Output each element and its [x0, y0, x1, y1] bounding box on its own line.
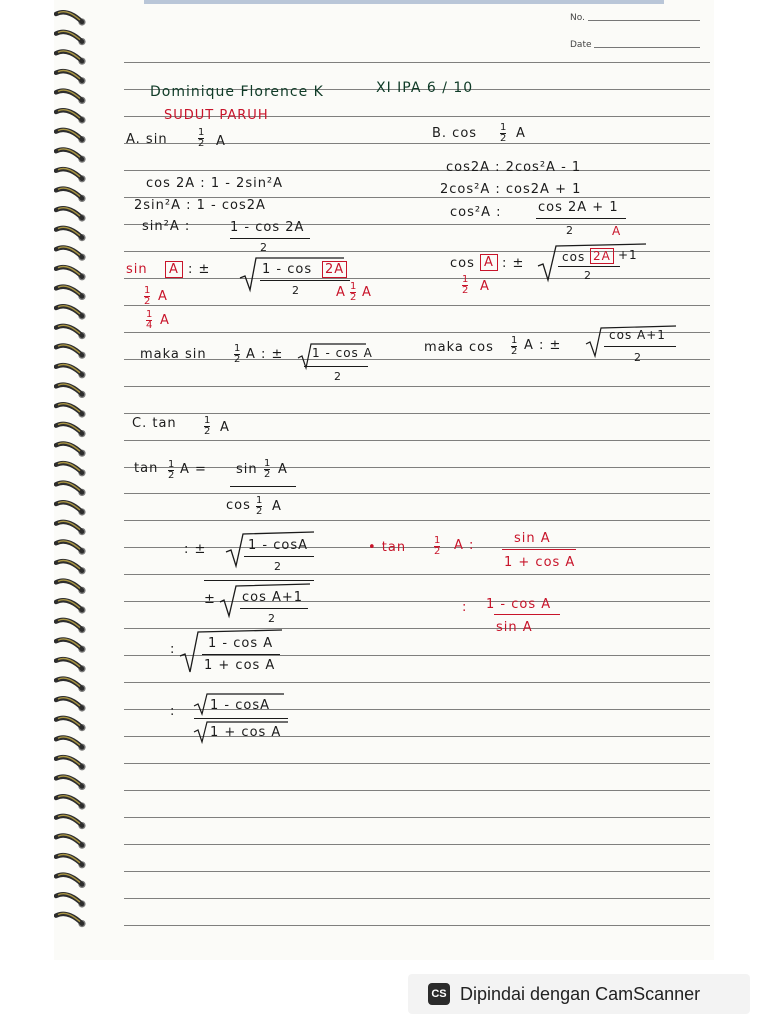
- spiral-coil: [56, 502, 86, 516]
- spiral-coil: [56, 854, 86, 868]
- section-b-red-half: 1 2: [462, 274, 469, 296]
- spiral-coil: [56, 12, 86, 26]
- section-a-maka-half: 1 2: [234, 343, 241, 365]
- section-c-step3-bar: [202, 654, 280, 655]
- section-c-tan-half: 1 2: [168, 459, 175, 481]
- ruled-line: [124, 520, 710, 521]
- section-a-red-quarter: 1 4: [146, 309, 153, 331]
- spiral-coil: [56, 208, 86, 222]
- section-c-step1-inner-bar: [244, 556, 314, 557]
- section-c-red1-denominator: 1 + cos A: [504, 555, 576, 570]
- section-b-red-half-var: A: [480, 279, 490, 294]
- section-c-cos-half: 1 2: [256, 495, 263, 517]
- section-b-var: A: [516, 126, 526, 141]
- ruled-line: [124, 170, 710, 171]
- spiral-coil: [56, 168, 86, 182]
- spiral-coil: [56, 345, 86, 359]
- section-c-red-eq: A :: [454, 538, 475, 553]
- section-b-maka-bar: [604, 346, 676, 347]
- ruled-line: [124, 925, 710, 926]
- section-b-maka-half: 1 2: [511, 335, 518, 357]
- section-b-boxed-2a: 2A: [590, 248, 614, 264]
- spiral-coil: [56, 560, 86, 574]
- camscanner-logo: CS: [428, 983, 450, 1005]
- spiral-coil: [56, 796, 86, 810]
- spiral-coil: [56, 756, 86, 770]
- spiral-coil: [56, 639, 86, 653]
- section-c-red2-colon: :: [462, 600, 468, 615]
- section-a-heading: A. sin: [126, 132, 168, 147]
- ruled-line: [124, 440, 710, 441]
- spiral-coil: [56, 247, 86, 261]
- section-b-maka-denominator: 2: [634, 351, 642, 364]
- section-a-line-3: sin²A :: [142, 219, 191, 234]
- section-b-root-numerator-left: cos: [562, 250, 586, 264]
- ruled-line: [124, 305, 710, 306]
- ruled-line: [124, 143, 710, 144]
- header-no-label: No.: [570, 13, 585, 23]
- spiral-coil: [56, 364, 86, 378]
- section-c-red2-numerator: 1 - cos A: [486, 597, 552, 612]
- section-c-cos-denominator: cos: [226, 498, 251, 513]
- topic-title: SUDUT PARUH: [164, 108, 269, 123]
- section-c-var: A: [220, 420, 230, 435]
- section-a-red-quarter-var: A: [160, 313, 170, 328]
- ruled-line: [124, 547, 710, 548]
- spiral-coil: [56, 129, 86, 143]
- section-a-sin2a-denominator: 2: [260, 241, 268, 254]
- spiral-coil: [56, 266, 86, 280]
- section-c-red2-bar: [494, 614, 560, 615]
- section-b-red-a: A: [612, 224, 622, 238]
- spiral-coil: [56, 913, 86, 927]
- section-b-line-1: cos2A : 2cos²A - 1: [446, 160, 582, 175]
- section-b-cos2a-denominator: 2: [566, 224, 574, 237]
- spiral-coil: [56, 737, 86, 751]
- section-a-line-2: 2sin²A : 1 - cos2A: [134, 198, 266, 213]
- section-c-sin-half: 1 2: [264, 458, 271, 480]
- section-b-maka-mid: A : ±: [524, 338, 562, 353]
- spiral-coil: [56, 110, 86, 124]
- section-a-sin2a-bar: [230, 238, 310, 239]
- student-class: XI IPA 6 / 10: [376, 80, 474, 96]
- ruled-line: [124, 844, 710, 845]
- ruled-line: [124, 493, 710, 494]
- spiral-coil: [56, 384, 86, 398]
- spiral-coil: [56, 90, 86, 104]
- section-c-step4-denominator: 1 + cos A: [210, 725, 282, 740]
- section-a-maka-bar: [304, 366, 368, 367]
- ruled-line: [124, 467, 710, 468]
- ruled-line: [124, 871, 710, 872]
- section-a-half: 1 2: [198, 127, 205, 149]
- section-b-maka-numerator: cos A+1: [609, 328, 666, 342]
- section-a-maka-denominator: 2: [334, 370, 342, 383]
- ruled-line: [124, 62, 710, 63]
- spiral-coil: [56, 325, 86, 339]
- spiral-coil: [56, 541, 86, 555]
- section-a-sin-label: sin: [126, 262, 148, 277]
- header-date-label: Date: [570, 40, 592, 50]
- section-c-red2-denominator: sin A: [496, 620, 533, 635]
- section-b-cos2a-bar: [536, 218, 626, 219]
- section-a-root-denominator: 2: [292, 284, 300, 297]
- section-a-sin2a-numerator: 1 - cos 2A: [230, 220, 305, 235]
- ruled-line: [124, 763, 710, 764]
- section-a-root-bar: [260, 280, 350, 281]
- section-c-step4-numerator: 1 - cosA: [210, 698, 270, 713]
- section-b-half: 1 2: [500, 122, 507, 144]
- section-a-maka-mid: A : ±: [246, 347, 284, 362]
- spiral-binding: [54, 0, 164, 960]
- section-c-step4-colon: :: [170, 704, 176, 719]
- section-b-root-numerator-right: +1: [618, 248, 638, 262]
- spiral-coil: [56, 600, 86, 614]
- section-b-colon-pm: : ±: [502, 256, 525, 271]
- section-c-heading: C. tan: [132, 416, 177, 431]
- camscanner-watermark: [408, 974, 750, 1014]
- section-c-cos-var: A: [272, 499, 282, 514]
- spiral-coil: [56, 462, 86, 476]
- section-c-red1-numerator: sin A: [514, 531, 551, 546]
- section-a-line-1: cos 2A : 1 - 2sin²A: [146, 176, 284, 191]
- section-b-line-3: cos²A :: [450, 205, 502, 220]
- spiral-coil: [56, 149, 86, 163]
- notebook-page: [54, 0, 714, 960]
- section-a-colon-pm: : ±: [188, 262, 211, 277]
- section-c-step1-denominator: 2: [274, 560, 282, 573]
- page-top-edge: [144, 0, 664, 4]
- section-b-root-bar: [558, 266, 620, 267]
- ruled-line: [124, 898, 710, 899]
- section-c-step2-numerator: cos A+1: [242, 590, 304, 605]
- spiral-coil: [56, 404, 86, 418]
- spiral-coil: [56, 227, 86, 241]
- ruled-line: [124, 817, 710, 818]
- section-a-root-numerator: 1 - cos: [262, 262, 313, 277]
- spiral-coil: [56, 580, 86, 594]
- section-c-step3-denominator: 1 + cos A: [204, 658, 276, 673]
- section-a-note-half: 1 2: [350, 281, 357, 303]
- section-b-root-denominator: 2: [584, 269, 592, 282]
- ruled-line: [124, 386, 710, 387]
- section-b-cos-label: cos: [450, 256, 475, 271]
- header-date-line: [594, 47, 700, 48]
- section-a-maka-numerator: 1 - cos A: [312, 346, 373, 360]
- student-name: Dominique Florence K: [150, 84, 324, 100]
- header-no-line: [588, 20, 700, 21]
- section-c-tan-label: tan: [134, 461, 159, 476]
- section-a-note-var: A: [362, 285, 372, 300]
- spiral-coil: [56, 835, 86, 849]
- section-c-step1-numerator: 1 - cosA: [248, 538, 308, 553]
- spiral-coil: [56, 51, 86, 65]
- section-c-red1-bar: [502, 549, 576, 550]
- spiral-coil: [56, 70, 86, 84]
- spiral-coil: [56, 306, 86, 320]
- spiral-coil: [56, 658, 86, 672]
- section-a-var: A: [216, 134, 226, 149]
- spiral-coil: [56, 894, 86, 908]
- section-a-maka: maka sin: [140, 347, 207, 362]
- section-a-red-half-var: A: [158, 289, 168, 304]
- section-c-step1-pm: : ±: [184, 542, 207, 557]
- spiral-coil: [56, 874, 86, 888]
- ruled-line: [124, 224, 710, 225]
- section-b-maka: maka cos: [424, 340, 494, 355]
- section-c-step1-main-bar: [204, 580, 314, 581]
- spiral-coil: [56, 482, 86, 496]
- section-b-cos2a-numerator: cos 2A + 1: [538, 200, 619, 215]
- ruled-line: [124, 413, 710, 414]
- spiral-coil: [56, 286, 86, 300]
- section-c-step2-pm: ±: [204, 592, 216, 607]
- spiral-coil: [56, 443, 86, 457]
- section-c-tan-bar: [230, 486, 296, 487]
- section-c-sin-var: A: [278, 462, 288, 477]
- spiral-coil: [56, 619, 86, 633]
- camscanner-text: Dipindai dengan CamScanner: [460, 983, 701, 1004]
- spiral-coil: [56, 717, 86, 731]
- section-b-heading: B. cos: [432, 126, 478, 141]
- section-c-step3-colon: :: [170, 642, 176, 657]
- ruled-line: [124, 790, 710, 791]
- ruled-line: [124, 574, 710, 575]
- section-c-red-heading: • tan: [368, 540, 407, 555]
- spiral-coil: [56, 678, 86, 692]
- section-b-boxed-a: A: [480, 254, 498, 271]
- spiral-coil: [56, 698, 86, 712]
- spiral-coil: [56, 521, 86, 535]
- section-b-line-2: 2cos²A : cos2A + 1: [440, 182, 582, 197]
- section-c-sin-numerator: sin: [236, 462, 258, 477]
- section-c-step3-numerator: 1 - cos A: [208, 636, 274, 651]
- section-a-red-half: 1 2: [144, 285, 151, 307]
- ruled-line: [124, 682, 710, 683]
- section-a-note-a: A: [336, 285, 346, 300]
- section-c-step2-denominator: 2: [268, 612, 276, 625]
- section-c-half: 1 2: [204, 415, 211, 437]
- section-c-tan-eq: A =: [180, 462, 207, 477]
- spiral-coil: [56, 776, 86, 790]
- section-a-boxed-2a: 2A: [322, 261, 347, 278]
- spiral-coil: [56, 423, 86, 437]
- spiral-coil: [56, 188, 86, 202]
- ruled-line: [124, 359, 710, 360]
- section-c-red-half: 1 2: [434, 535, 441, 557]
- section-c-step2-bar: [240, 608, 308, 609]
- section-a-boxed-a: A: [165, 261, 183, 278]
- spiral-coil: [56, 815, 86, 829]
- spiral-coil: [56, 31, 86, 45]
